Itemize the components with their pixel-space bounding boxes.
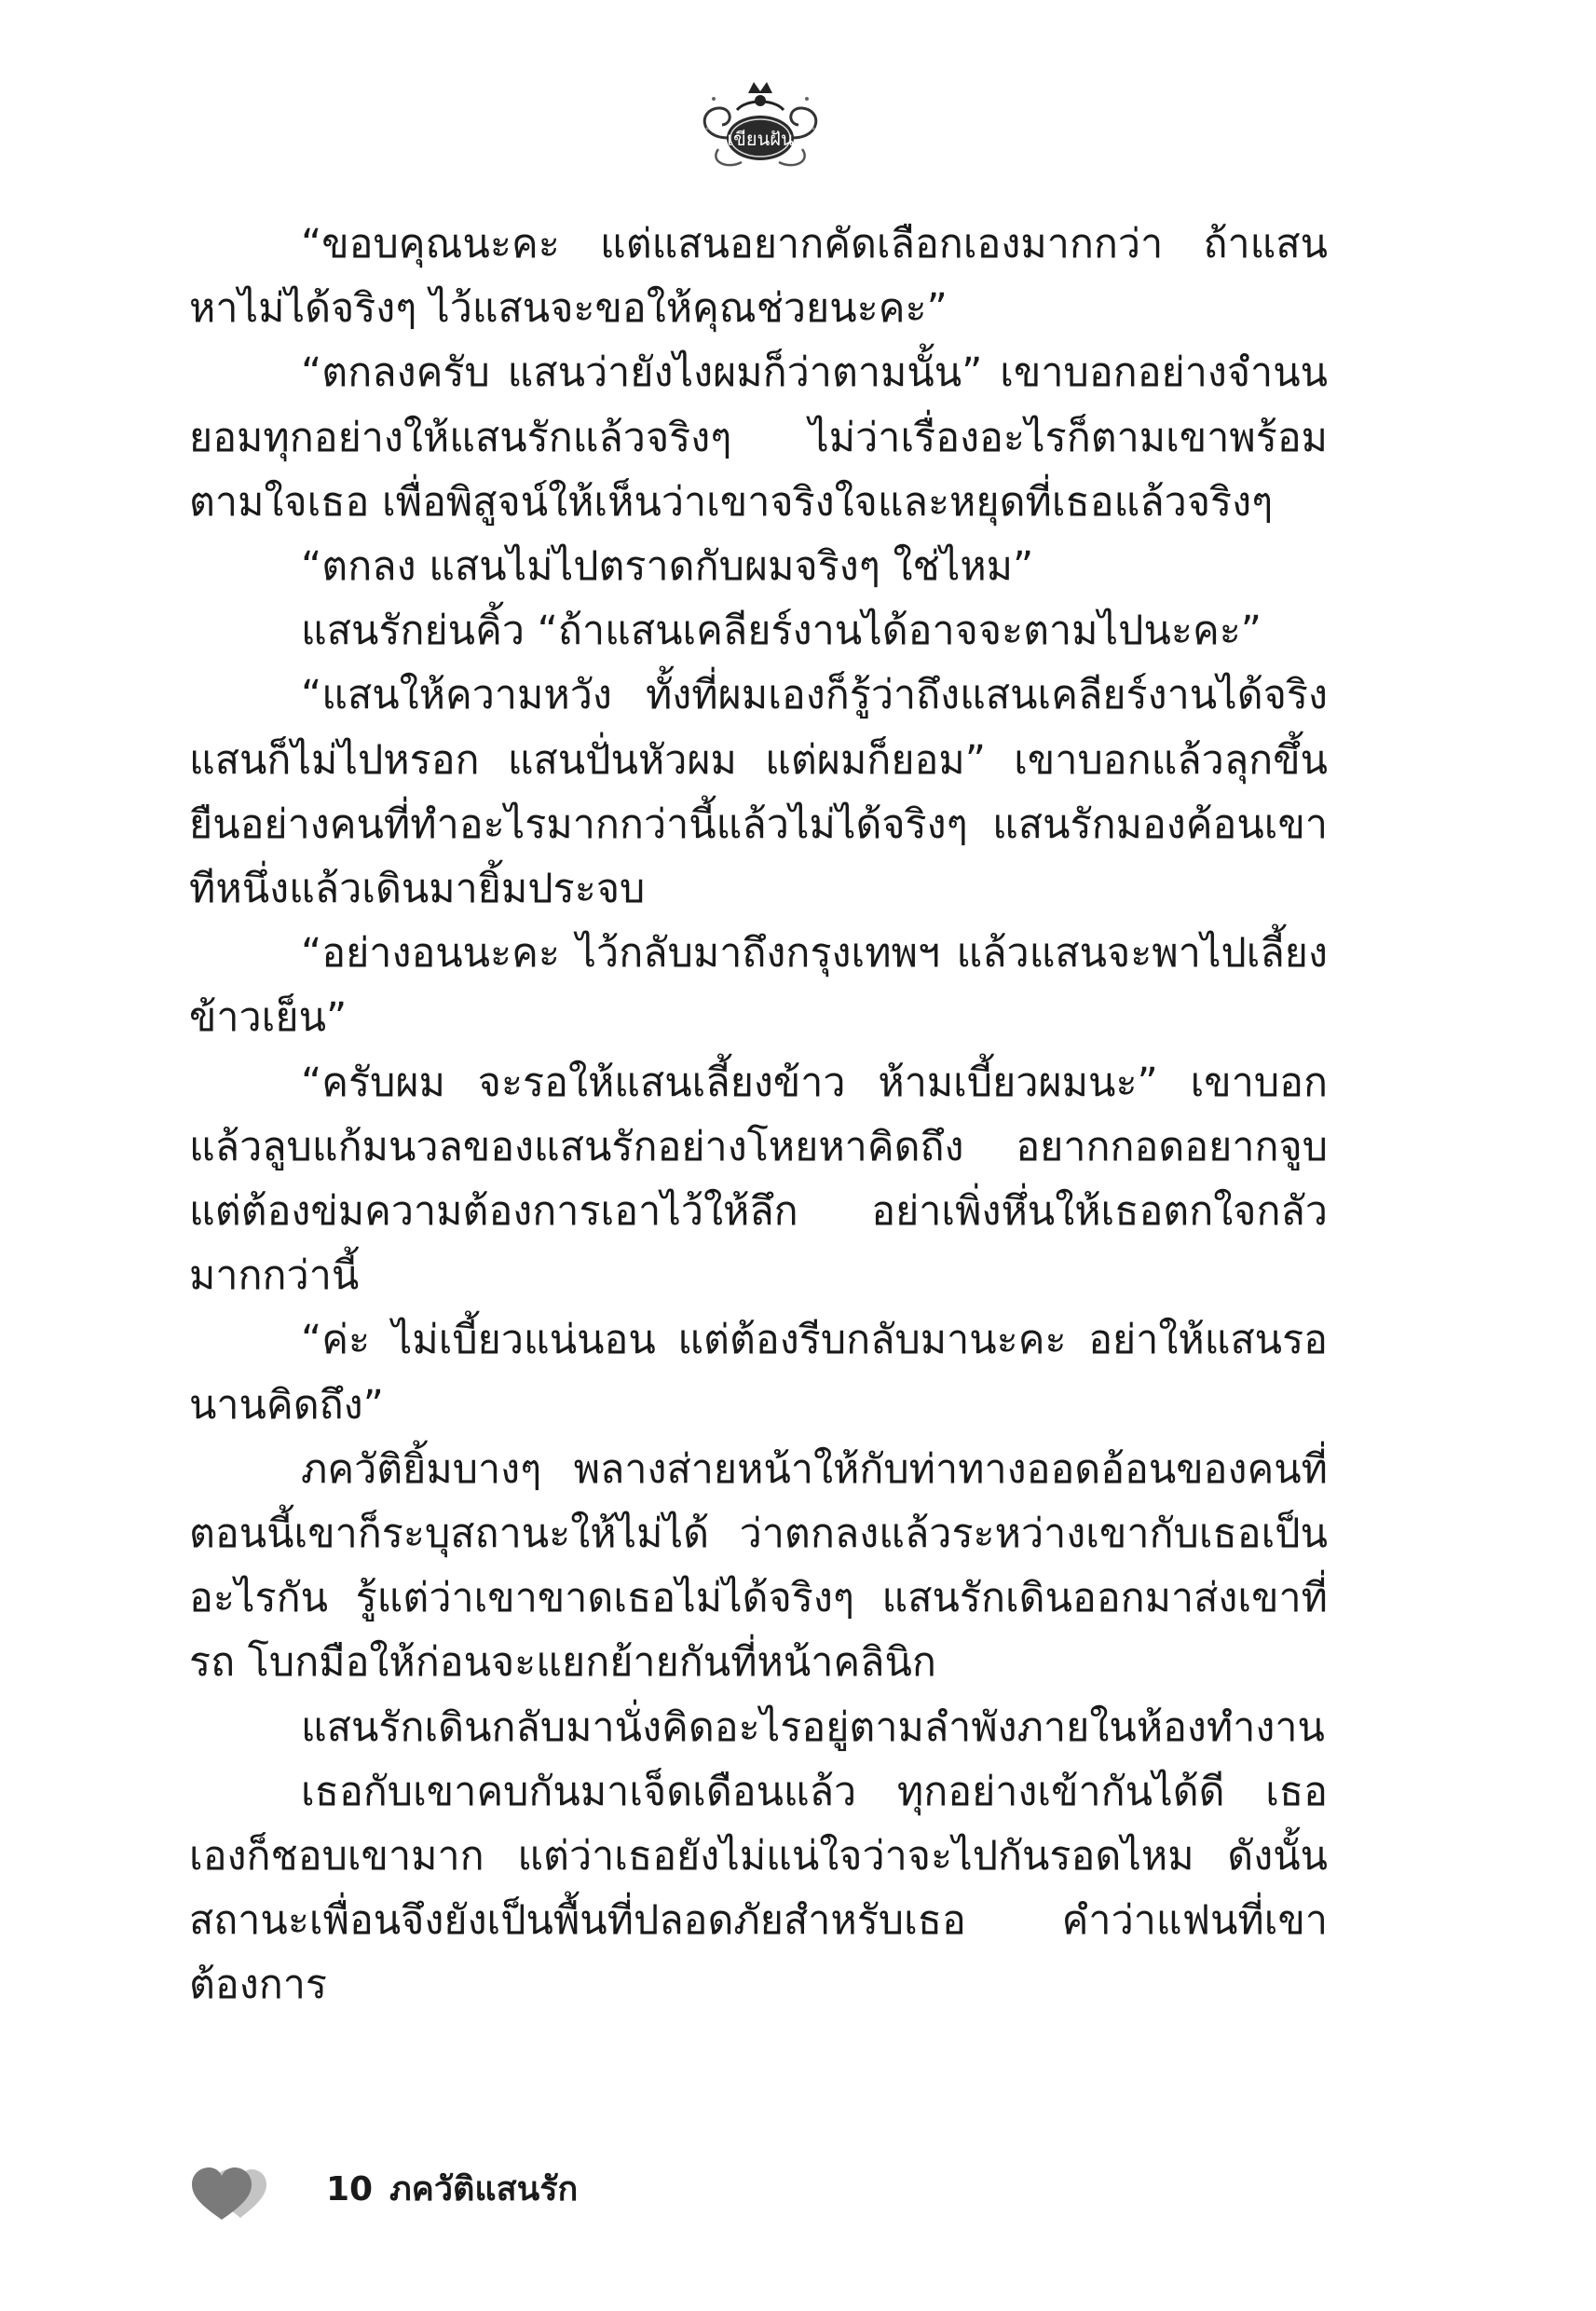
paragraph: “ค่ะ ไม่เบี้ยวแน่นอน แต่ต้องรีบกลับมานะคะ อย่าให้แสนรอนานคิดถึง”	[189, 1317, 1328, 1429]
body-text	[189, 212, 1328, 2018]
hearts-icon	[186, 2160, 281, 2223]
publisher-logo	[690, 73, 830, 177]
paragraph: “ครับผม จะรอให้แสนเลี้ยงข้าว ห้ามเบี้ยวผมนะ” เขาบอกแล้วลูบแก้มนวลของแสนรักอย่างโหยหาคิดถึง อยากกอดอยากจูบแต่ต้องข่มความต้องการเอาไว้ให้ลึก อย่าเพิ่งหึ่นให้เธอตกใจกลัวมากกว่านี้	[189, 1059, 1328, 1300]
paragraph: ภควัติยิ้มบางๆ พลางส่ายหน้าให้กับท่าทางออดอ้อนของคนที่ตอนนี้เขาก็ระบุสถานะให้ไม่ได้ ว่าตกลงแล้วระหว่างเขากับเธอเป็นอะไรกัน รู้แต่ว่าเขาขาดเธอไม่ได้จริงๆ แสนรักเดินออกมาส่งเขาที่รถ โบกมือให้ก่อนจะแยกย้ายกันที่หน้าคลินิก	[189, 1445, 1328, 1687]
logo-text: เขียนฝัน	[727, 128, 794, 150]
paragraph: “ขอบคุณนะคะ แต่แสนอยากคัดเลือกเองมากกว่า ถ้าแสนหาไม่ได้จริงๆ ไว้แสนจะขอให้คุณช่วยนะคะ”	[189, 221, 1328, 333]
paragraph: “ตกลงครับ แสนว่ายังไงผมก็ว่าตามนั้น” เขาบอกอย่างจำนนยอมทุกอย่างให้แสนรักแล้วจริงๆ ไม่ว่าเรื่องอะไรก็ตามเขาพร้อมตามใจเธอ เพื่อพิสูจน์ให้เห็นว่าเขาจริงใจและหยุดที่เธอแล้วจริงๆ	[189, 349, 1328, 526]
paragraph: “อย่างอนนะคะ ไว้กลับมาถึงกรุงเทพฯ แล้วแสนจะพาไปเลี้ยงข้าวเย็น”	[189, 930, 1328, 1042]
paragraph: เธอกับเขาคบกันมาเจ็ดเดือนแล้ว ทุกอย่างเข้ากันได้ดี เธอเองก็ชอบเขามาก แต่ว่าเธอยังไม่แน่ใจว่าจะไปกันรอดไหม ดังนั้นสถานะเพื่อนจึงยังเป็นพื้นที่ปลอดภัยสำหรับเธอ คำว่าแฟนที่เขาต้องการ	[189, 1768, 1328, 2009]
paragraph: “แสนให้ความหวัง ทั้งที่ผมเองก็รู้ว่าถึงแสนเคลียร์งานได้จริงแสนก็ไม่ไปหรอก แสนปั่นหัวผม แต่ผมก็ยอม” เขาบอกแล้วลุกขึ้นยืนอย่างคนที่ทำอะไรมากกว่านี้แล้วไม่ได้จริงๆ แสนรักมองค้อนเขาทีหนึ่งแล้วเดินมายิ้มประจบ	[189, 672, 1328, 913]
paragraph: “ตกลง แสนไม่ไปตราดกับผมจริงๆ ใช่ไหม”	[301, 543, 1034, 591]
paragraph: แสนรักย่นคิ้ว “ถ้าแสนเคลียร์งานได้อาจจะตามไปนะคะ”	[301, 608, 1262, 655]
page-footer	[186, 2160, 745, 2225]
paragraph: แสนรักเดินกลับมานั่งคิดอะไรอยู่ตามลำพังภายในห้องทำงาน	[301, 1703, 1325, 1751]
book-title: ภควัติแสนรัก	[389, 2170, 579, 2208]
page-number: 10	[326, 2170, 374, 2208]
